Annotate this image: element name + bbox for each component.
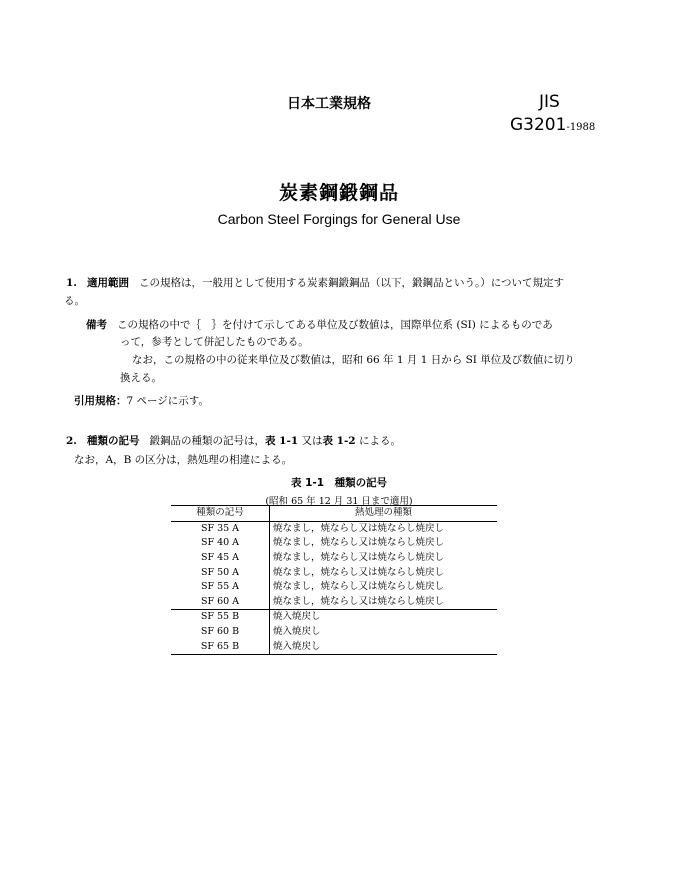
section2-line1: [66, 433, 401, 449]
remark-text2: って，参考として併記したものである。: [120, 336, 309, 348]
table-row: [171, 565, 497, 580]
table-header-row: [171, 506, 497, 522]
table-row: [171, 595, 497, 610]
header-symbol: 種類の記号: [171, 506, 270, 522]
symbol-cell: SF 60 B: [171, 625, 270, 640]
table-subcaption: (昭和 65 年 12 月 31 日まで適用): [265, 496, 413, 507]
remark-line1: [86, 317, 553, 333]
symbol-cell: SF 55 B: [171, 610, 270, 625]
remark-label: 備考: [86, 319, 107, 331]
section2-text-a: 鍛鋼品の種類の記号は，: [149, 435, 265, 447]
section2-number: 2.: [66, 435, 77, 447]
treatment-cell: 焼なまし，焼ならし又は焼ならし焼戻し: [273, 566, 445, 578]
jis-label: JIS: [539, 92, 560, 112]
treatment-cell: 焼なまし，焼ならし又は焼ならし焼戻し: [273, 595, 445, 607]
title-english: Carbon Steel Forgings for General Use: [217, 211, 461, 227]
section1-heading: 適用範囲: [86, 277, 129, 289]
symbol-cell: SF 45 A: [171, 551, 270, 566]
treatment-cell: 焼入焼戻し: [270, 639, 498, 654]
table-row: [171, 625, 497, 640]
section2-text-e: による。: [355, 435, 401, 447]
reference-text: 7 ページに示す。: [126, 395, 209, 407]
treatment-cell: 焼なまし，焼ならし又は焼ならし焼戻し: [273, 537, 445, 549]
table-ref-1-2: 表 1-2: [322, 435, 356, 447]
symbol-cell: SF 60 A: [171, 595, 270, 610]
symbol-cell: SF 65 B: [171, 639, 270, 654]
treatment-cell: 焼なまし，焼ならし又は焼ならし焼戻し: [273, 522, 445, 534]
table-row: [171, 536, 497, 551]
code-number: G3201: [510, 115, 567, 135]
treatment-cell: 焼なまし，焼ならし又は焼ならし焼戻し: [273, 552, 445, 564]
section2-text-c: 又は: [298, 435, 323, 447]
table-row: [171, 521, 497, 536]
table-row: [171, 551, 497, 566]
table-row: [171, 639, 497, 654]
header-treatment: 熱処理の種類: [270, 506, 498, 522]
symbol-cell: SF 50 A: [171, 565, 270, 580]
remark-text3: なお，この規格の中の従来単位及び数値は，昭和 66 年 1 月 1 日から SI 単位及び数値に切り: [132, 354, 575, 366]
section1-number: 1.: [66, 277, 77, 289]
section2-text2: なお，A，B の区分は，熱処理の相違による。: [74, 454, 293, 466]
types-table: [171, 505, 497, 655]
symbol-cell: SF 35 A: [171, 521, 270, 536]
standard-code: [510, 115, 595, 135]
code-year: -1988: [566, 122, 596, 133]
section1-text1: この規格は，一般用として使用する炭素鋼鍛鋼品（以下，鍛鋼品という。）について規定す: [139, 277, 565, 289]
symbol-cell: SF 55 A: [171, 580, 270, 595]
table-row: [171, 580, 497, 595]
section2-heading: 種類の記号: [86, 435, 140, 447]
title-japanese: 炭素鋼鍛鋼品: [278, 182, 399, 204]
symbol-cell: SF 40 A: [171, 536, 270, 551]
standard-name: 日本工業規格: [287, 96, 371, 112]
table-row: [171, 610, 497, 625]
remark-text4: 換える。: [120, 372, 162, 384]
table-ref-1-1: 表 1-1: [265, 435, 299, 447]
reference-standards: [74, 393, 209, 409]
reference-label: 引用規格：: [74, 395, 127, 407]
treatment-cell: 焼入焼戻し: [270, 610, 498, 625]
remark-text1: この規格の中で｛ ｝を付けて示してある単位及び数値は，国際単位系 (SI) によるものであ: [117, 319, 553, 331]
table-caption: 表 1-1 種類の記号: [290, 477, 388, 489]
treatment-cell: 焼なまし，焼ならし又は焼ならし焼戻し: [273, 581, 445, 593]
section1-text2: る。: [64, 295, 85, 307]
section1-line1: [66, 275, 564, 291]
treatment-cell: 焼入焼戻し: [273, 626, 321, 638]
